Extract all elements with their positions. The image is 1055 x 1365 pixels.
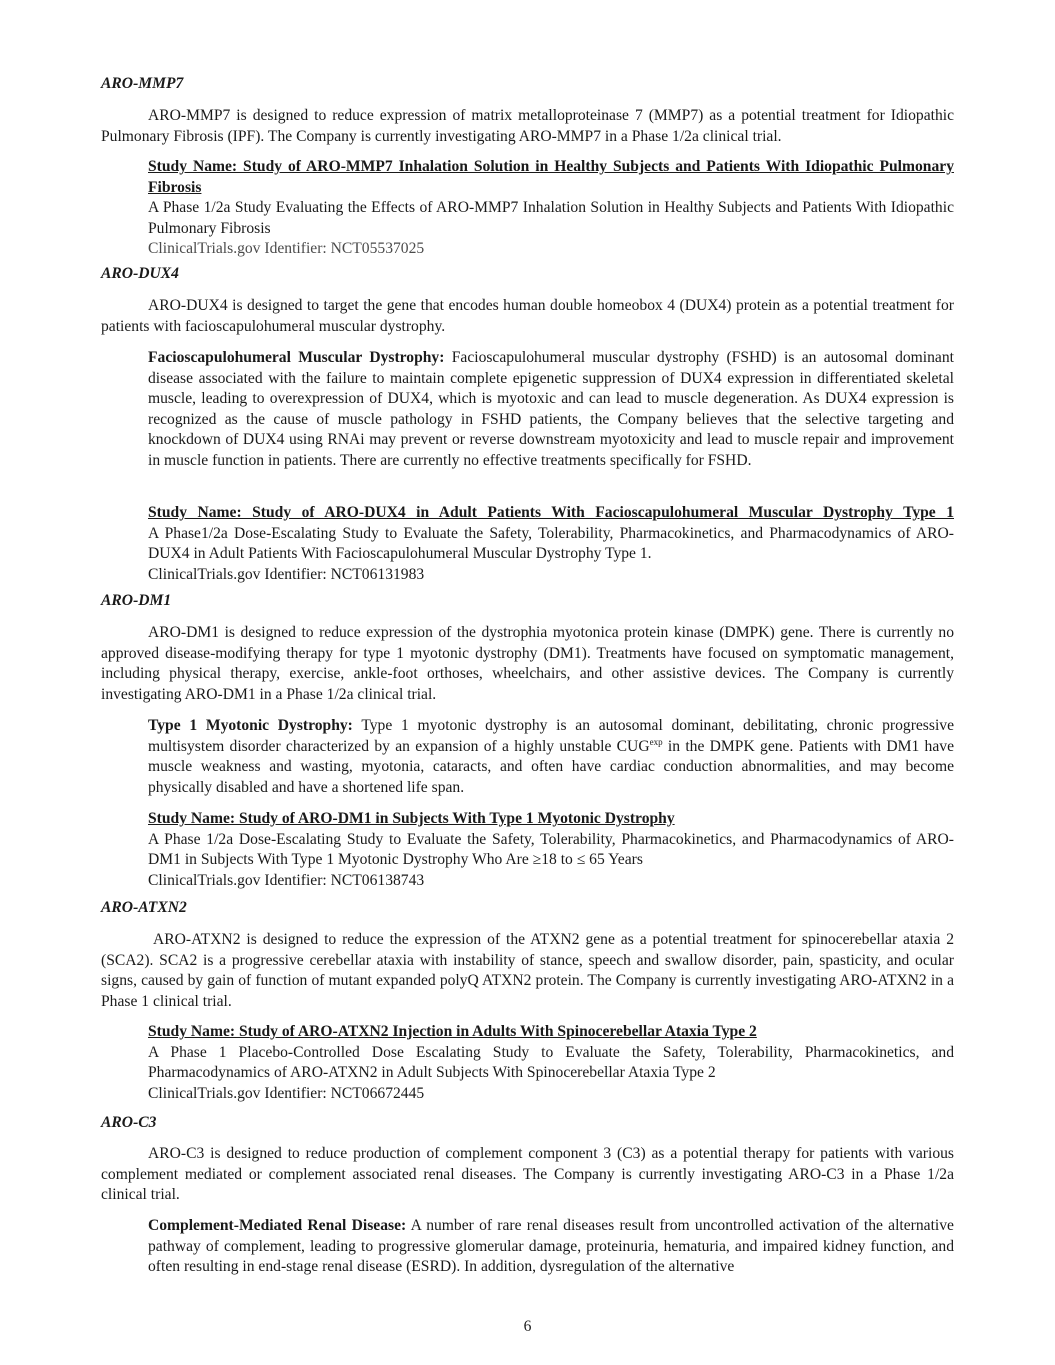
- section-heading-aro-dux4: ARO-DUX4: [101, 265, 179, 282]
- study-title: Study Name: Study of ARO-MMP7 Inhalation Solution in Healthy Subjects and Patients With Idiopathic Pulmonary Fibrosis: [148, 158, 954, 196]
- disease-description-dm1: [148, 716, 954, 798]
- disease-text: A number of rare renal diseases result from uncontrolled activation of the alternative pathway of complement, leading to progressive glomerular damage, proteinuria, hematuria, and impaired kidney function, and often resulting in end-stage renal disease (ESRD). In addition, dysregulation of the alternative: [148, 1217, 954, 1275]
- section-paragraph-aro-dm1: ARO-DM1 is designed to reduce expression of the dystrophia myotonica protein kinase (DMPK) gene. There is currently no approved disease-modifying therapy for type 1 myotonic dystrophy (DM1). Treatments have focused on symptomatic management, including physical therapy, exercise, ankle-foot orthoses, wheelchairs, and other assistive devices. The Company is currently investigating ARO-DM1 in a Phase 1/2a clinical trial.: [101, 624, 954, 703]
- disease-text-continued: in the DMPK gene. Patients with DM1 have muscle weakness and wasting, myotonia, cataracts, and often have cardiac conduction abnormalities, and may become physically disabled and have a shortened life span.: [148, 737, 954, 796]
- superscript-exp: exp: [649, 736, 663, 747]
- study-block-aro-dm1: [148, 809, 954, 891]
- study-identifier: ClinicalTrials.gov Identifier: NCT05537025: [148, 240, 425, 257]
- study-identifier: ClinicalTrials.gov Identifier: NCT06138743: [148, 871, 425, 889]
- study-title: Study Name: Study of ARO-ATXN2 Injection in Adults With Spinocerebellar Ataxia Type 2: [148, 1023, 757, 1040]
- section-paragraph-aro-dux4: ARO-DUX4 is designed to target the gene that encodes human double homeobox 4 (DUX4) protein as a potential treatment for patients with facioscapulohumeral muscular dystrophy.: [101, 297, 954, 335]
- study-description: A Phase 1 Placebo-Controlled Dose Escalating Study to Evaluate the Safety, Tolerability, Pharmacokinetics, and Pharmacodynamics of ARO-ATXN2 in Adult Subjects With Spinocerebellar Ataxia Type 2: [148, 1043, 954, 1081]
- section-paragraph-aro-atxn2: ARO-ATXN2 is designed to reduce the expression of the ATXN2 gene as a potential treatment for spinocerebellar ataxia 2 (SCA2). SCA2 is a progressive cerebellar ataxia with instability of stance, speech and swallow disorder, pain, spasticity, and ocular signs, caused by gain of function of mutant expanded polyQ ATXN2 protein. The Company is currently investigating ARO-ATXN2 in a Phase 1 clinical trial.: [101, 931, 954, 1010]
- section-heading-aro-dm1: ARO-DM1: [101, 592, 172, 609]
- disease-text: Type 1 myotonic dystrophy is an autosomal dominant, debilitating, chronic progressive multisystem disorder characterized by an expansion of a highly unstable CUG: [148, 717, 954, 755]
- study-block-aro-atxn2: [148, 1022, 954, 1104]
- section-heading-aro-c3: ARO-C3: [101, 1114, 157, 1131]
- section-paragraph-aro-mmp7: ARO-MMP7 is designed to reduce expression of matrix metalloproteinase 7 (MMP7) as a potential treatment for Idiopathic Pulmonary Fibrosis (IPF). The Company is currently investigating ARO-MMP7 in a Phase 1/2a clinical trial.: [101, 107, 954, 145]
- study-identifier: ClinicalTrials.gov Identifier: NCT06672445: [148, 1084, 425, 1102]
- disease-description-fshd: [148, 348, 954, 471]
- disease-description-renal: [148, 1216, 954, 1278]
- study-title: Study Name: Study of ARO-DM1 in Subjects With Type 1 Myotonic Dystrophy: [148, 810, 675, 827]
- disease-text: Facioscapulohumeral muscular dystrophy (FSHD) is an autosomal dominant disease associated with the failure to maintain complete epigenetic suppression of DUX4 expression in differentiated skeletal muscle, leading to overexpression of DUX4, which is myotoxic and can lead to muscle degeneration. As DUX4 expression is recognized as the cause of muscle pathology in FSHD patients, the Company believes that the selective targeting and knockdown of DUX4 using RNAi may prevent or reverse downstream myotoxicity and lead to muscle repair and improvement in muscle function in patients. There are currently no effective treatments specifically for FSHD.: [148, 349, 954, 469]
- section-paragraph-aro-c3: ARO-C3 is designed to reduce production of complement component 3 (C3) as a potential therapy for patients with various complement mediated or complement associated renal diseases. The Company is currently investigating ARO-C3 in a Phase 1/2a clinical trial.: [101, 1145, 954, 1203]
- section-heading-aro-mmp7: ARO-MMP7: [101, 75, 184, 92]
- study-identifier: ClinicalTrials.gov Identifier: NCT06131983: [148, 565, 425, 583]
- study-block-aro-dux4: [148, 503, 954, 585]
- disease-label: Type 1 Myotonic Dystrophy:: [148, 717, 353, 734]
- study-description: A Phase 1/2a Study Evaluating the Effects of ARO-MMP7 Inhalation Solution in Healthy Subjects and Patients With Idiopathic Pulmonary Fibrosis: [148, 199, 954, 237]
- study-block-aro-mmp7: [148, 157, 954, 260]
- study-title: Study Name: Study of ARO-DUX4 in Adult Patients With Facioscapulohumeral Muscular Dystrophy Type 1: [148, 504, 954, 521]
- study-description: A Phase1/2a Dose-Escalating Study to Evaluate the Safety, Tolerability, Pharmacokinetics, and Pharmacodynamics of ARO-DUX4 in Adult Patients With Facioscapulohumeral Muscular Dystrophy Type 1.: [148, 524, 954, 562]
- study-description: A Phase 1/2a Dose-Escalating Study to Evaluate the Safety, Tolerability, Pharmacokinetics, and Pharmacodynamics of ARO-DM1 in Subjects With Type 1 Myotonic Dystrophy Who Are ≥18 to ≤ 65 Years: [148, 830, 954, 868]
- disease-label: Complement-Mediated Renal Disease:: [148, 1217, 407, 1234]
- page-number: 6: [523, 1318, 532, 1335]
- disease-label: Facioscapulohumeral Muscular Dystrophy:: [148, 349, 445, 366]
- section-heading-aro-atxn2: ARO-ATXN2: [101, 899, 187, 916]
